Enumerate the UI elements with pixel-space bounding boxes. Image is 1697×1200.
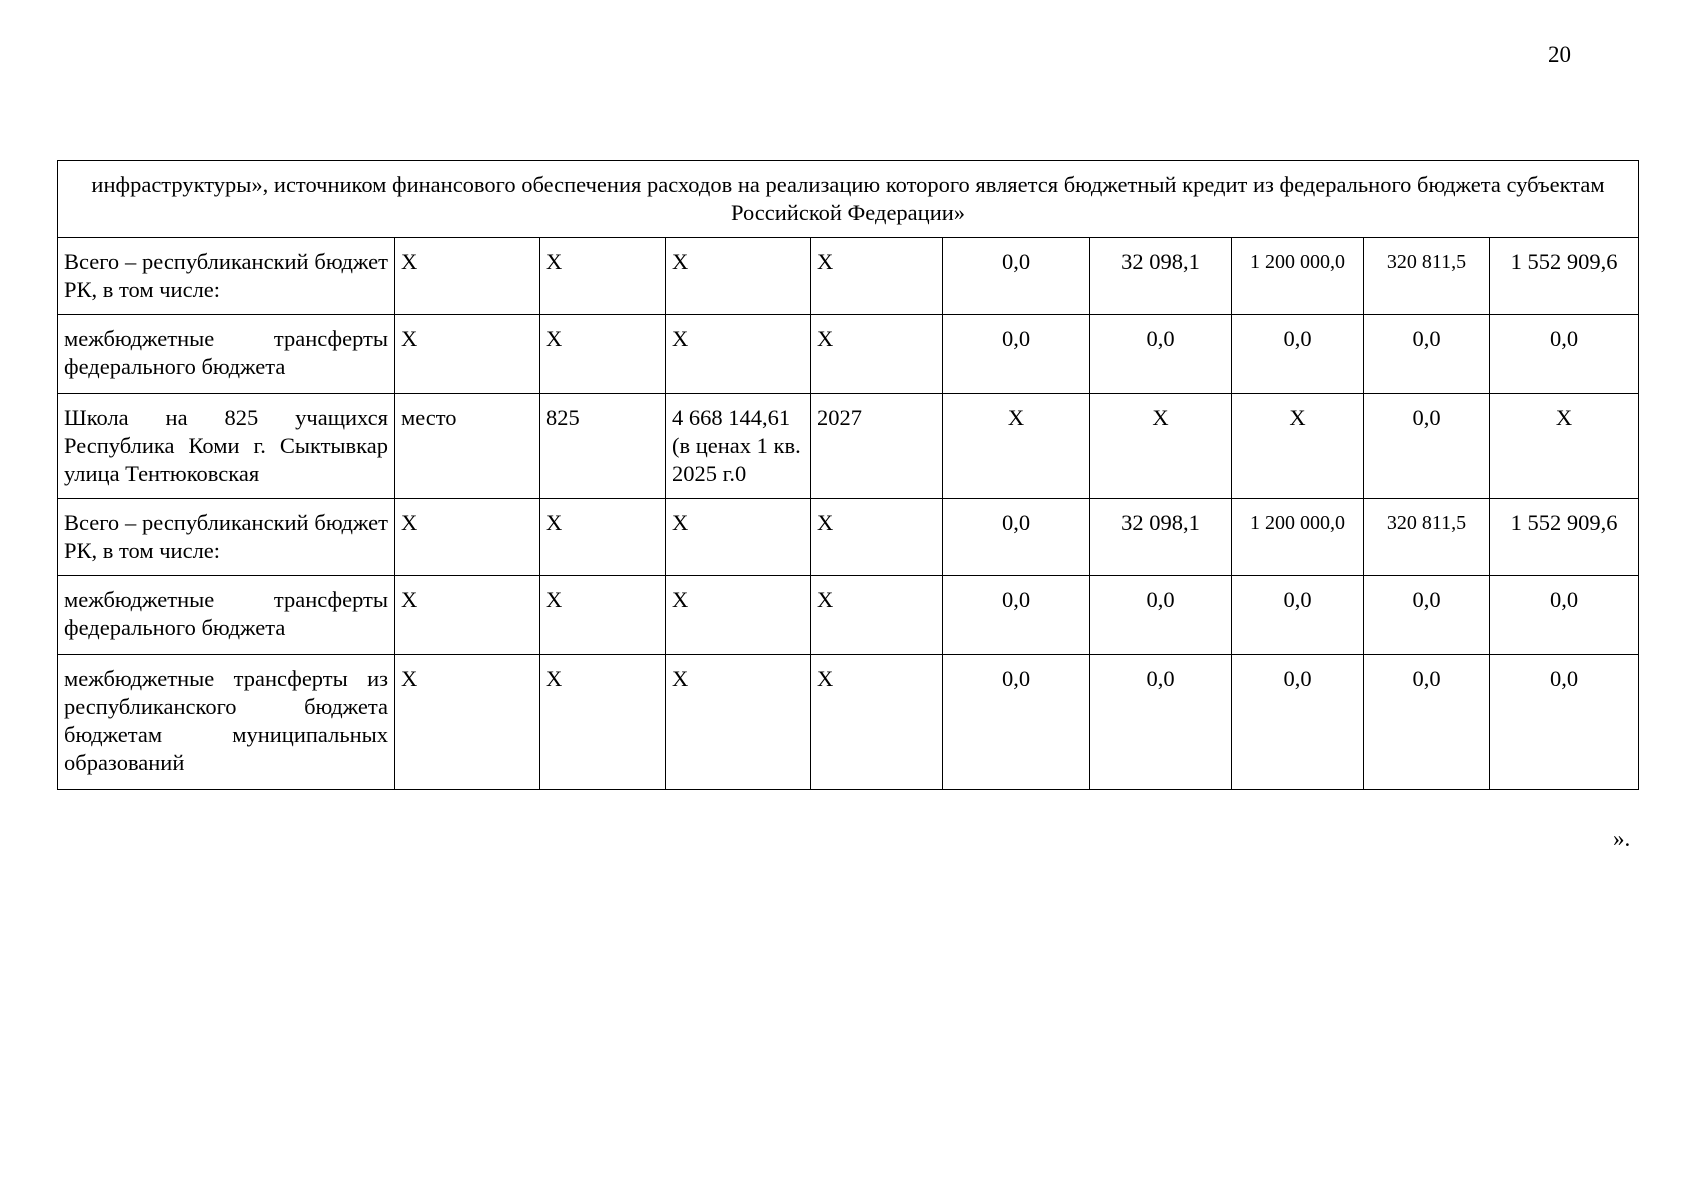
row-capacity: X	[540, 655, 666, 790]
row-cost: X	[666, 499, 811, 576]
row-value: 32 098,1	[1090, 499, 1232, 576]
row-total: 0,0	[1490, 655, 1639, 790]
row-name: Всего – республиканский бюджет РК, в том числе:	[58, 499, 395, 576]
row-value: 0,0	[943, 238, 1090, 315]
row-value: 0,0	[1090, 315, 1232, 394]
row-value: 320 811,5	[1364, 499, 1490, 576]
row-cost: 4 668 144,61 (в ценах 1 кв. 2025 г.0	[666, 394, 811, 499]
row-unit: X	[395, 238, 540, 315]
row-capacity: X	[540, 499, 666, 576]
row-value: 0,0	[1232, 655, 1364, 790]
budget-table	[57, 160, 1639, 790]
row-value: 1 200 000,0	[1232, 499, 1364, 576]
row-value: 0,0	[1232, 576, 1364, 655]
table-row	[58, 315, 1639, 394]
row-value: 0,0	[1364, 655, 1490, 790]
row-value: X	[943, 394, 1090, 499]
row-name: межбюджетные трансферты федерального бюджета	[58, 315, 395, 394]
row-total: 0,0	[1490, 576, 1639, 655]
row-unit: место	[395, 394, 540, 499]
row-year: X	[811, 315, 943, 394]
row-year: X	[811, 238, 943, 315]
row-capacity: X	[540, 315, 666, 394]
row-unit: X	[395, 655, 540, 790]
row-cost: X	[666, 655, 811, 790]
row-value: 0,0	[943, 315, 1090, 394]
row-year: X	[811, 499, 943, 576]
row-total: 0,0	[1490, 315, 1639, 394]
table-header-text: инфраструктуры», источником финансового обеспечения расходов на реализацию которого является бюджетный кредит из федерального бюджета субъектам Российской Федерации»	[58, 161, 1639, 238]
row-total: 1 552 909,6	[1490, 499, 1639, 576]
row-total: 1 552 909,6	[1490, 238, 1639, 315]
row-capacity: 825	[540, 394, 666, 499]
row-year: 2027	[811, 394, 943, 499]
row-value: 0,0	[1364, 576, 1490, 655]
row-name: межбюджетные трансферты из республиканского бюджета бюджетам муниципальных образований	[58, 655, 395, 790]
table-row	[58, 394, 1639, 499]
row-value: 0,0	[943, 499, 1090, 576]
row-unit: X	[395, 315, 540, 394]
row-unit: X	[395, 576, 540, 655]
row-value: 32 098,1	[1090, 238, 1232, 315]
row-year: X	[811, 655, 943, 790]
table-row	[58, 238, 1639, 315]
row-value: 0,0	[943, 576, 1090, 655]
row-value: 1 200 000,0	[1232, 238, 1364, 315]
row-name: межбюджетные трансферты федерального бюджета	[58, 576, 395, 655]
row-capacity: X	[540, 576, 666, 655]
row-value: 0,0	[1090, 576, 1232, 655]
row-value: 0,0	[943, 655, 1090, 790]
row-name: Всего – республиканский бюджет РК, в том числе:	[58, 238, 395, 315]
row-year: X	[811, 576, 943, 655]
row-capacity: X	[540, 238, 666, 315]
table-row	[58, 655, 1639, 790]
row-name: Школа на 825 учащихся Республика Коми г. Сыктывкар улица Тентюковская	[58, 394, 395, 499]
table-header-row	[58, 161, 1639, 238]
row-value: 0,0	[1364, 315, 1490, 394]
row-value: 0,0	[1364, 394, 1490, 499]
row-value: X	[1232, 394, 1364, 499]
table-row	[58, 499, 1639, 576]
table-row	[58, 576, 1639, 655]
row-unit: X	[395, 499, 540, 576]
page-number: 20	[1548, 42, 1571, 67]
closing-quote-mark: ».	[1613, 826, 1631, 851]
row-cost: X	[666, 315, 811, 394]
row-value: 320 811,5	[1364, 238, 1490, 315]
row-cost: X	[666, 576, 811, 655]
row-value: X	[1090, 394, 1232, 499]
row-value: 0,0	[1090, 655, 1232, 790]
row-total: X	[1490, 394, 1639, 499]
row-value: 0,0	[1232, 315, 1364, 394]
row-cost: X	[666, 238, 811, 315]
